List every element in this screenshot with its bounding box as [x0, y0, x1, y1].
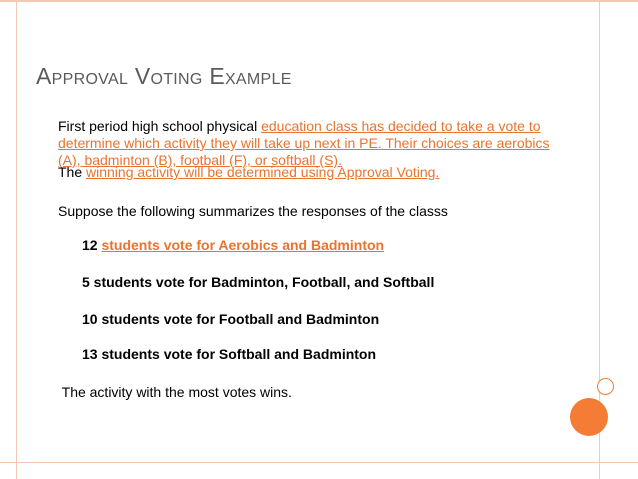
sub-bullet-text: 10 students vote for Football and Badminton	[82, 311, 380, 327]
frame-left-line	[16, 0, 17, 479]
bullet-item	[36, 384, 556, 401]
sub-bullet-item	[62, 346, 562, 363]
bullet-item	[36, 164, 556, 181]
sub-bullet-text-plain: 12	[82, 237, 102, 253]
sub-bullet-link[interactable]: students vote for Aerobics and Badminton	[101, 237, 385, 253]
sub-bullet-text	[82, 237, 384, 254]
bullet-item	[36, 118, 556, 169]
sub-bullet-text: 13 students vote for Softball and Badminton	[82, 346, 377, 362]
sub-bullet-item	[62, 311, 562, 328]
decorative-large-circle	[570, 398, 608, 436]
bullet-text: The activity with the most votes wins.	[58, 384, 292, 400]
decorative-small-circle	[597, 378, 614, 395]
sub-bullet-item	[62, 237, 562, 254]
bullet-text: Suppose the following summarizes the responses of the classs	[58, 203, 448, 219]
bullet-link[interactable]: winning activity will be determined using Approval Voting.	[86, 164, 440, 180]
frame-top-line	[0, 0, 638, 2]
bullet-text-plain: The	[58, 164, 87, 180]
sub-bullet-item	[62, 274, 562, 291]
bullet-text	[58, 118, 556, 169]
frame-bottom-line	[0, 462, 638, 463]
bullet-link[interactable]: education class has decided to take a vote to determine which activity they will take up next in PE. Their choices are aerobics (A), badminton (B), football (F), or softball (S).	[58, 118, 550, 168]
slide-title: Approval Voting Example	[36, 63, 292, 89]
bullet-item	[36, 203, 556, 220]
bullet-text	[58, 164, 556, 181]
sub-bullet-text: 5 students vote for Badminton, Football, and Softball	[82, 274, 435, 290]
bullet-text-plain: First period high school physical	[58, 118, 262, 134]
